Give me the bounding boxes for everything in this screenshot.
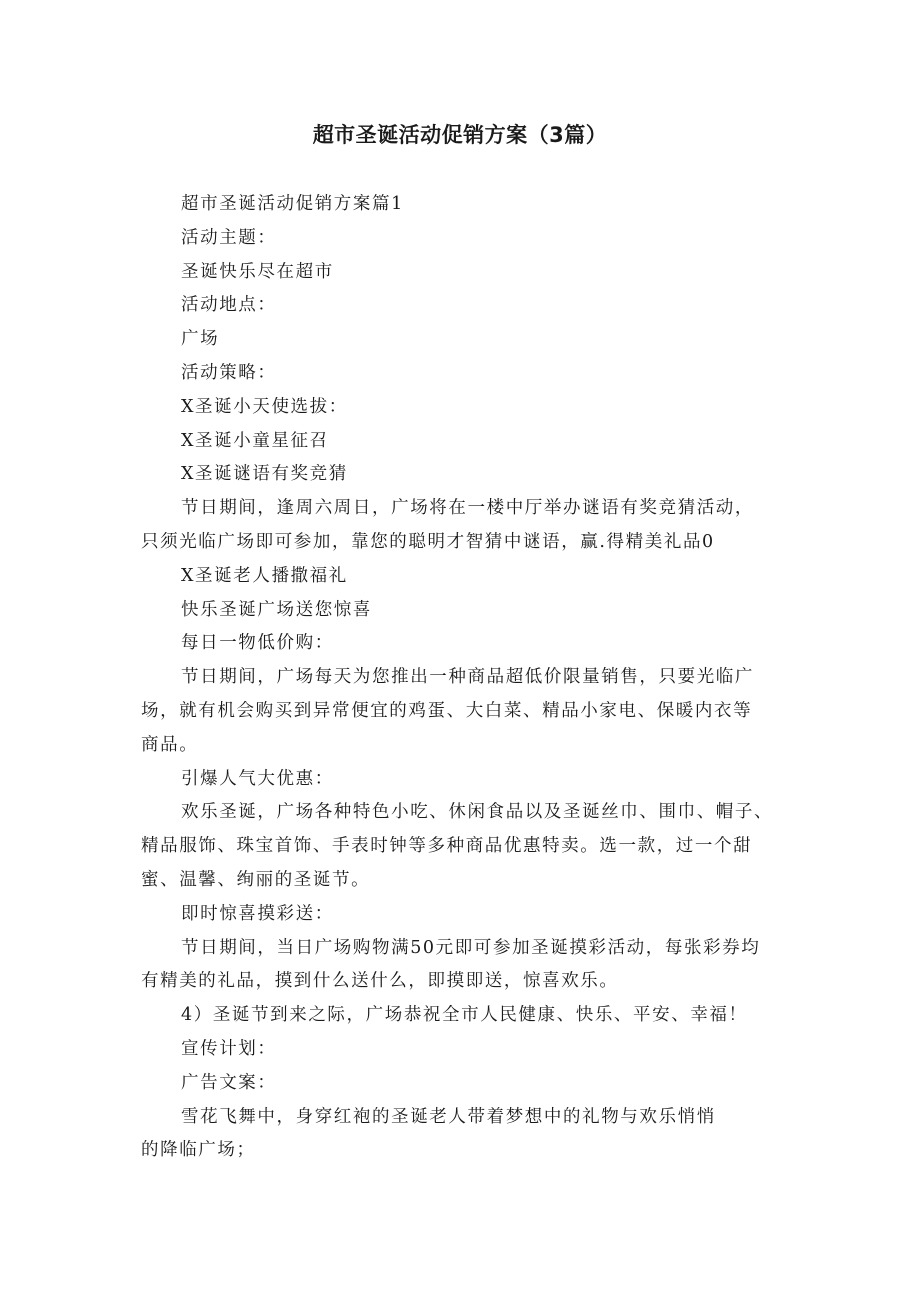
paragraph-line: 的降临广场；	[141, 1140, 256, 1161]
paragraph	[141, 1101, 781, 1169]
text-line: 快乐圣诞广场送您惊喜	[181, 599, 372, 620]
text-line: 广场	[181, 329, 220, 350]
paragraph-line: 欢乐圣诞，广场各种特色小吃、休闲食品以及圣诞丝巾、围巾、帽子、	[181, 802, 774, 823]
paragraph	[141, 796, 781, 897]
text-line: 宣传计划：	[181, 1038, 277, 1059]
paragraph-line: 节日期间，当日广场购物满50元即可参加圣诞摸彩活动，每张彩券均	[181, 937, 761, 958]
text-line: X圣诞老人播撒福礼	[181, 565, 348, 586]
paragraph-line: 有精美的礼品，摸到什么送什么，即摸即送，惊喜欢乐。	[141, 971, 619, 992]
text-line: 4）圣诞节到来之际，广场恭祝全市人民健康、快乐、平安、幸福！	[181, 1005, 748, 1026]
paragraph-line: 节日期间，广场每天为您推出一种商品超低价限量销售，只要光临广	[181, 667, 754, 688]
text-line: 引爆人气大优惠：	[181, 768, 334, 789]
paragraph-line: 精品服饰、珠宝首饰、手表时钟等多种商品优惠特卖。选一款，过一个甜	[141, 836, 753, 857]
text-line: 活动主题：	[181, 227, 277, 248]
paragraph-line: 商品。	[141, 734, 199, 755]
text-line: X圣诞小天使选拔：	[181, 396, 348, 417]
document-body	[141, 188, 781, 1168]
paragraph-line: 节日期间，逢周六周日，广场将在一楼中厅举办谜语有奖竞猜活动，	[181, 498, 754, 519]
paragraph-line: 雪花飞舞中，身穿红袍的圣诞老人带着梦想中的礼物与欢乐悄悄	[181, 1106, 716, 1127]
text-line: 活动地点：	[181, 295, 277, 316]
paragraph	[141, 932, 781, 1000]
text-line: 广告文案：	[181, 1072, 277, 1093]
text-line: 即时惊喜摸彩送：	[181, 903, 334, 924]
paragraph-line: 场，就有机会购买到异常便宜的鸡蛋、大白菜、精品小家电、保暖内衣等	[141, 700, 753, 721]
text-line: X圣诞小童星征召	[181, 430, 329, 451]
text-line: 每日一物低价购：	[181, 633, 334, 654]
paragraph	[141, 661, 781, 762]
paragraph-line: 蜜、温馨、绚丽的圣诞节。	[141, 869, 371, 890]
paragraph	[141, 492, 781, 560]
document-title: 超市圣诞活动促销方案（3篇）	[312, 123, 608, 147]
section-heading: 超市圣诞活动促销方案篇1	[181, 194, 404, 214]
text-line: 圣诞快乐尽在超市	[181, 261, 334, 282]
paragraph-line: 只须光临广场即可参加，靠您的聪明才智猜中谜语，赢.得精美礼品0	[141, 531, 715, 552]
text-line: X圣诞谜语有奖竞猜	[181, 464, 348, 485]
text-line: 活动策略：	[181, 362, 277, 383]
